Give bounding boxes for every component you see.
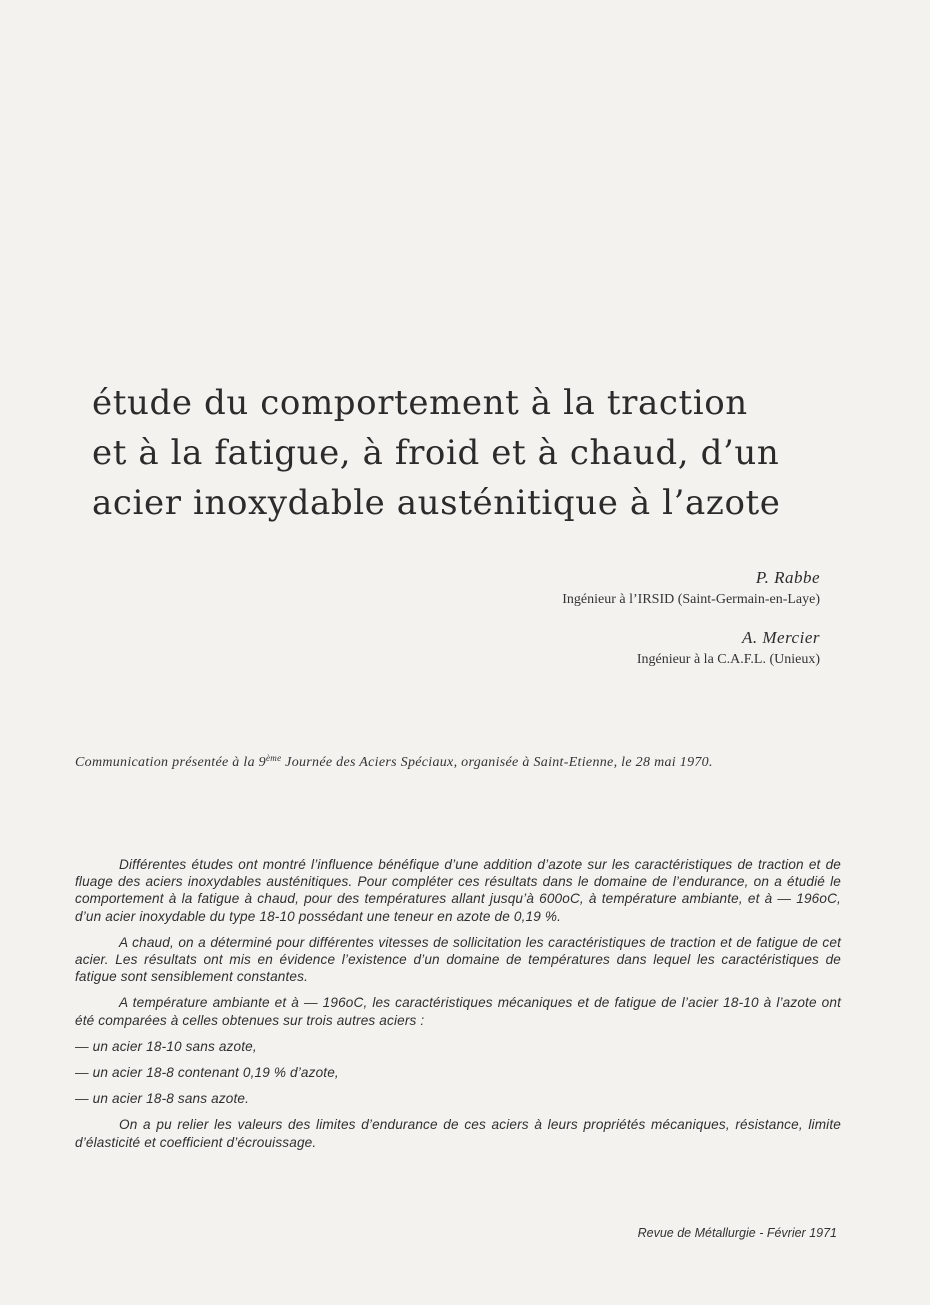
abstract-paragraph-2: A chaud, on a déterminé pour différentes vitesses de sollicitation les caractéristiques de traction et de fatigue de cet acier. Les résultats ont mis en évidence l’existence d’un domaine de températures dans lequel les caractéristiques de fatigue sont sensiblement constantes. <box>75 934 841 985</box>
author-block <box>562 566 820 686</box>
list-item: — un acier 18-10 sans azote, <box>75 1038 257 1054</box>
list-item: — un acier 18-8 contenant 0,19 % d’azote, <box>75 1065 339 1081</box>
author-name: A. Mercier <box>741 628 820 647</box>
title-line-2: et à la fatigue, à froid et à chaud, d’un <box>92 433 780 473</box>
author-affiliation: Ingénieur à l’IRSID (Saint-Germain-en-Laye) <box>562 592 820 607</box>
title-line-3: acier inoxydable austénitique à l’azote <box>92 483 781 523</box>
author-affiliation: Ingénieur à la C.A.F.L. (Unieux) <box>636 652 820 667</box>
abstract-paragraph-1: Différentes études ont montré l’influence bénéfique d’une addition d’azote sur les caractéristiques de traction et de fluage des aciers inoxydables austénitiques. Pour compléter ces résultats dans le domaine de l’endurance, on a étudié le comportement à la fatigue à chaud, pour des températures allant jusqu’à 600oC, à température ambiante, et à — 196oC, d’un acier inoxydable du type 18-10 possédant une teneur en azote de 0,19 %. <box>75 857 841 924</box>
communication-note <box>75 753 855 771</box>
abstract-paragraph-4: On a pu relier les valeurs des limites d’endurance de ces aciers à leurs propriétés mécaniques, résistance, limite d’élasticité et coefficient d’écrouissage. <box>75 1117 841 1150</box>
abstract-paragraph-3: A température ambiante et à — 196oC, les caractéristiques mécaniques et de fatigue de l’acier 18-10 à l’azote ont été comparées à celles obtenues sur trois autres aciers : <box>75 995 841 1028</box>
abstract <box>75 856 841 1160</box>
article-title <box>92 378 852 528</box>
communication-superscript: ème <box>265 753 282 763</box>
communication-text-start: Communication présentée à la 9 <box>75 755 266 770</box>
title-line-1: étude du comportement à la traction <box>92 383 748 423</box>
steel-list <box>75 1038 841 1108</box>
author-name: P. Rabbe <box>755 568 820 587</box>
list-item: — un acier 18-8 sans azote. <box>75 1091 250 1107</box>
journal-footer: Revue de Métallurgie - Février 1971 <box>637 1226 837 1240</box>
communication-text-end: Journée des Aciers Spéciaux, organisée à Saint-Etienne, le 28 mai 1970. <box>281 755 713 770</box>
